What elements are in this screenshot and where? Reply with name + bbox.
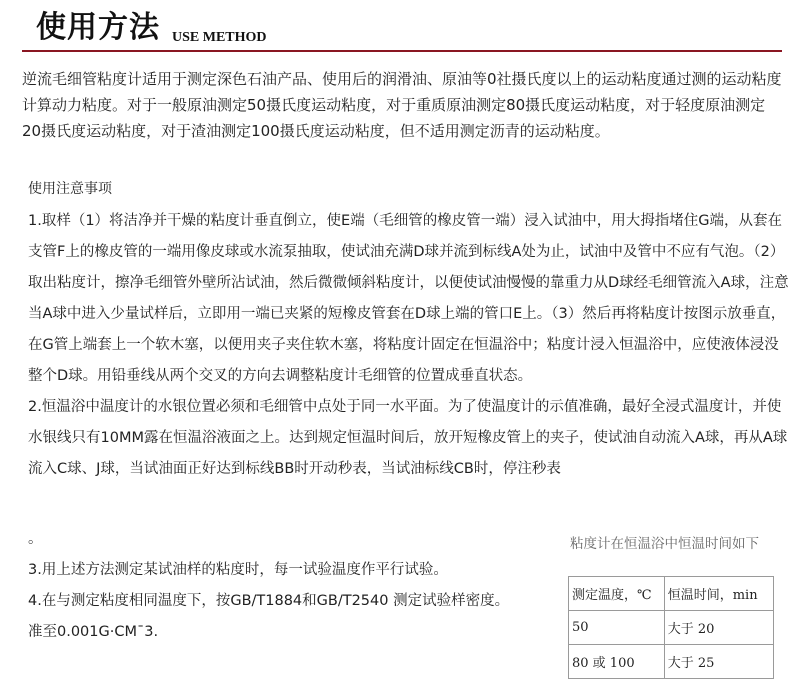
note-item-2: 2.恒温浴中温度计的水银位置必须和毛细管中点处于同一水平面。为了使温度计的示值准确，最好全浸式温度计，并使水银线只有10MM露在恒温浴液面之上。达到规定恒温时间后，放开短橡皮管上的夹子，使试油自动流入A球，再从A球流入C球、J球，当试油面正好达到标线BB时开动秒表，当试油标线CB时，停注秒表: [28, 399, 788, 477]
table-header-row: [569, 577, 774, 611]
header: [22, 6, 782, 50]
note-item-1: 1.取样（1）将洁净并干燥的粘度计垂直倒立，使E端（毛细管的橡皮管一端）浸入试油中，用大拇指堵住G端，从套在支管F上的橡皮管的一端用像皮球或水流泵抽取，使试油充满D球并流到标线A处为止，试油中及管中不应有气泡。（2）取出粘度计，擦净毛细管外壁所沾试油，然后微微倾斜粘度计，以便使试油慢慢的靠重力从D球经毛细管流入A球，注意当A球中进入少量试样后，立即用一端已夹紧的短橡皮管套在D球上端的管口E上。（3）然后再将粘度计按图示放垂直，在G管上端套上一个软木塞，以便用夹子夹住软木塞，将粘度计固定在恒温浴中；粘度计浸入恒温浴中，应使液体浸没整个D球。用铅垂线从两个交叉的方向去调整粘度计毛细管的位置成垂直状态。: [28, 213, 789, 384]
table-header-cell: 恒温时间，min: [664, 577, 773, 611]
notes-heading: 使用注意事项: [28, 181, 112, 197]
page-title-english: USE METHOD: [172, 30, 267, 45]
title-divider: [22, 50, 782, 52]
timing-table: [568, 576, 774, 679]
table-row: [569, 645, 774, 679]
note-item-4: 4.在与测定粘度相同温度下，按GB/T1884和GB/T2540 测定试验样密度。: [28, 593, 510, 609]
note-item-3: 3.用上述方法测定某试油样的粘度时，每一试验温度作平行试验。: [28, 562, 448, 578]
intro-paragraph: 逆流毛细管粘度计适用于测定深色石油产品、使用后的润滑油、原油等0社摄氏度以上的运动粘度通过测的运动粘度计算动力粘度。对于一般原油测定50摄氏度运动粘度，对于重质原油测定80摄氏度运动粘度，对于轻度原油测定20摄氏度运动粘度，对于渣油测定100摄氏度运动粘度，但不适用测定沥青的运动粘度。: [22, 70, 782, 140]
table-cell: 80 或 100: [569, 645, 665, 679]
table-header-cell: 测定温度，℃: [569, 577, 665, 611]
table-cell: 大于 20: [664, 611, 773, 645]
table-caption: 粘度计在恒温浴中恒温时间如下: [570, 536, 759, 552]
note-item-2-tail: 。: [28, 531, 43, 547]
notes-list: [28, 206, 790, 485]
page-title: 使用方法: [36, 10, 160, 45]
table-row: [569, 611, 774, 645]
note-item-4-tail: 准至0.001G·CM¯3.: [28, 624, 159, 640]
table-cell: 大于 25: [664, 645, 773, 679]
table-cell: 50: [569, 611, 665, 645]
notes-continued: [28, 524, 558, 648]
